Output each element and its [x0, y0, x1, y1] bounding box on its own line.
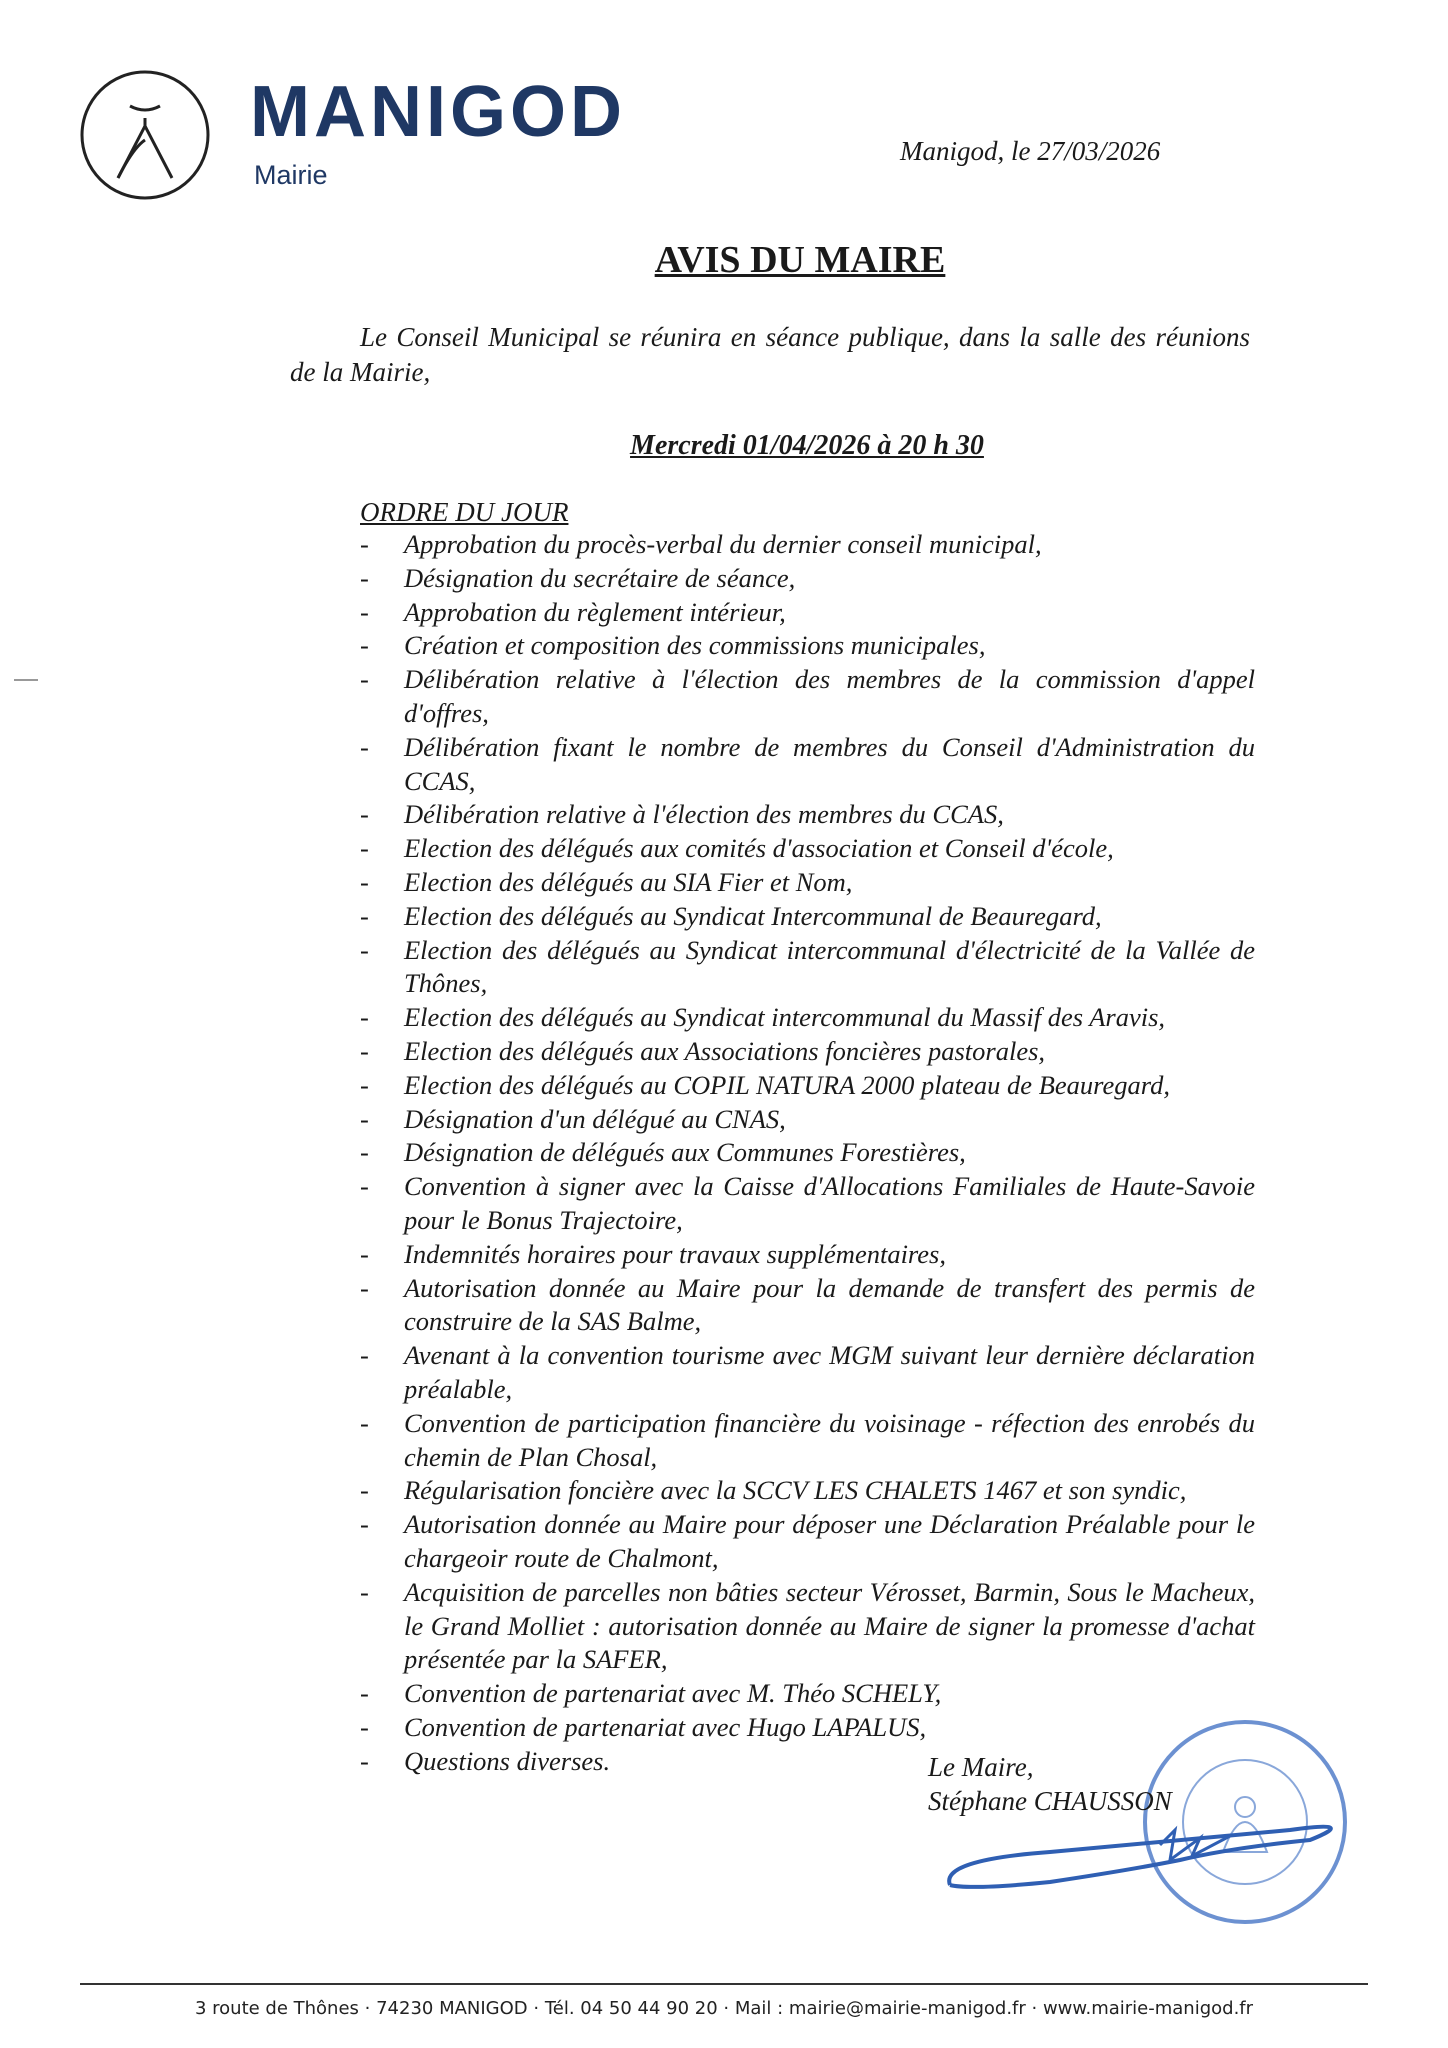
agenda-item: - Convention de partenariat avec Hugo LAPALUS, [360, 1711, 1255, 1745]
agenda-item: - Délibération relative à l'élection des membres du CCAS, [360, 798, 1255, 832]
agenda-item: - Délibération relative à l'élection des membres de la commission d'appel d'offres, [360, 663, 1255, 731]
agenda-item: - Election des délégués aux comités d'association et Conseil d'école, [360, 832, 1255, 866]
agenda-item: - Questions diverses. [360, 1745, 1255, 1779]
agenda-item: - Indemnités horaires pour travaux supplémentaires, [360, 1238, 1255, 1272]
agenda-heading: ORDRE DU JOUR [360, 497, 569, 527]
agenda-item: - Délibération fixant le nombre de membres du Conseil d'Administration du CCAS, [360, 731, 1255, 799]
agenda-item: - Election des délégués au SIA Fier et Nom, [360, 866, 1255, 900]
footer-contact: 3 route de Thônes · 74230 MANIGOD · Tél. 04 50 44 90 20 · Mail : mairie@mairie-manigod.fr · www.mairie-manigod.fr [194, 1998, 1254, 2019]
agenda-item: - Convention de partenariat avec M. Théo SCHELY, [360, 1677, 1255, 1711]
meeting-datetime: Mercredi 01/04/2026 à 20 h 30 [630, 430, 984, 461]
margin-mark [14, 679, 38, 681]
agenda-item: - Election des délégués aux Associations foncières pastorales, [360, 1035, 1255, 1069]
agenda-item: - Approbation du règlement intérieur, [360, 596, 1255, 630]
agenda-item: - Election des délégués au COPIL NATURA 2000 plateau de Beauregard, [360, 1069, 1255, 1103]
agenda-item: - Convention de participation financière du voisinage - réfection des enrobés du chemin de Plan Chosal, [360, 1407, 1255, 1475]
agenda-item: - Désignation du secrétaire de séance, [360, 562, 1255, 596]
agenda-item: - Election des délégués au Syndicat Intercommunal de Beauregard, [360, 900, 1255, 934]
agenda-item: - Avenant à la convention tourisme avec MGM suivant leur dernière déclaration préalable, [360, 1339, 1255, 1407]
handwritten-signature [930, 1790, 1380, 1900]
brand-name: MANIGOD [250, 72, 626, 152]
footer-divider [80, 1983, 1368, 1985]
agenda-item: - Désignation de délégués aux Communes Forestières, [360, 1136, 1255, 1170]
brand-subtitle: Mairie [254, 160, 328, 190]
signature-role: Le Maire, [928, 1752, 1034, 1782]
agenda-item: - Election des délégués au Syndicat intercommunal du Massif des Aravis, [360, 1001, 1255, 1035]
agenda-item: - Approbation du procès-verbal du dernier conseil municipal, [360, 528, 1255, 562]
signature-name: Stéphane CHAUSSON [928, 1786, 1172, 1816]
agenda-item: - Convention à signer avec la Caisse d'Allocations Familiales de Haute-Savoie pour le Bonus Trajectoire, [360, 1170, 1255, 1238]
agenda-list [360, 528, 1255, 1778]
agenda-item: - Election des délégués au Syndicat intercommunal d'électricité de la Vallée de Thônes, [360, 934, 1255, 1002]
agenda-item: - Désignation d'un délégué au CNAS, [360, 1103, 1255, 1137]
agenda-item: - Régularisation foncière avec la SCCV LES CHALETS 1467 et son syndic, [360, 1474, 1255, 1508]
intro-paragraph: Le Conseil Municipal se réunira en séance publique, dans la salle des réunions de la Mairie, [290, 322, 1250, 387]
manigod-logo-icon [78, 68, 212, 202]
date-line: Manigod, le 27/03/2026 [900, 136, 1161, 166]
agenda-item: - Autorisation donnée au Maire pour déposer une Déclaration Préalable pour le chargeoir route de Chalmont, [360, 1508, 1255, 1576]
agenda-item: - Acquisition de parcelles non bâties secteur Vérosset, Barmin, Sous le Macheux, le Grand Molliet : autorisation donnée au Maire de signer la promesse d'achat présentée par la SAFER, [360, 1576, 1255, 1677]
agenda-item: - Autorisation donnée au Maire pour la demande de transfert des permis de construire de la SAS Balme, [360, 1272, 1255, 1340]
document-title: AVIS DU MAIRE [654, 239, 946, 281]
agenda-item: - Création et composition des commissions municipales, [360, 629, 1255, 663]
